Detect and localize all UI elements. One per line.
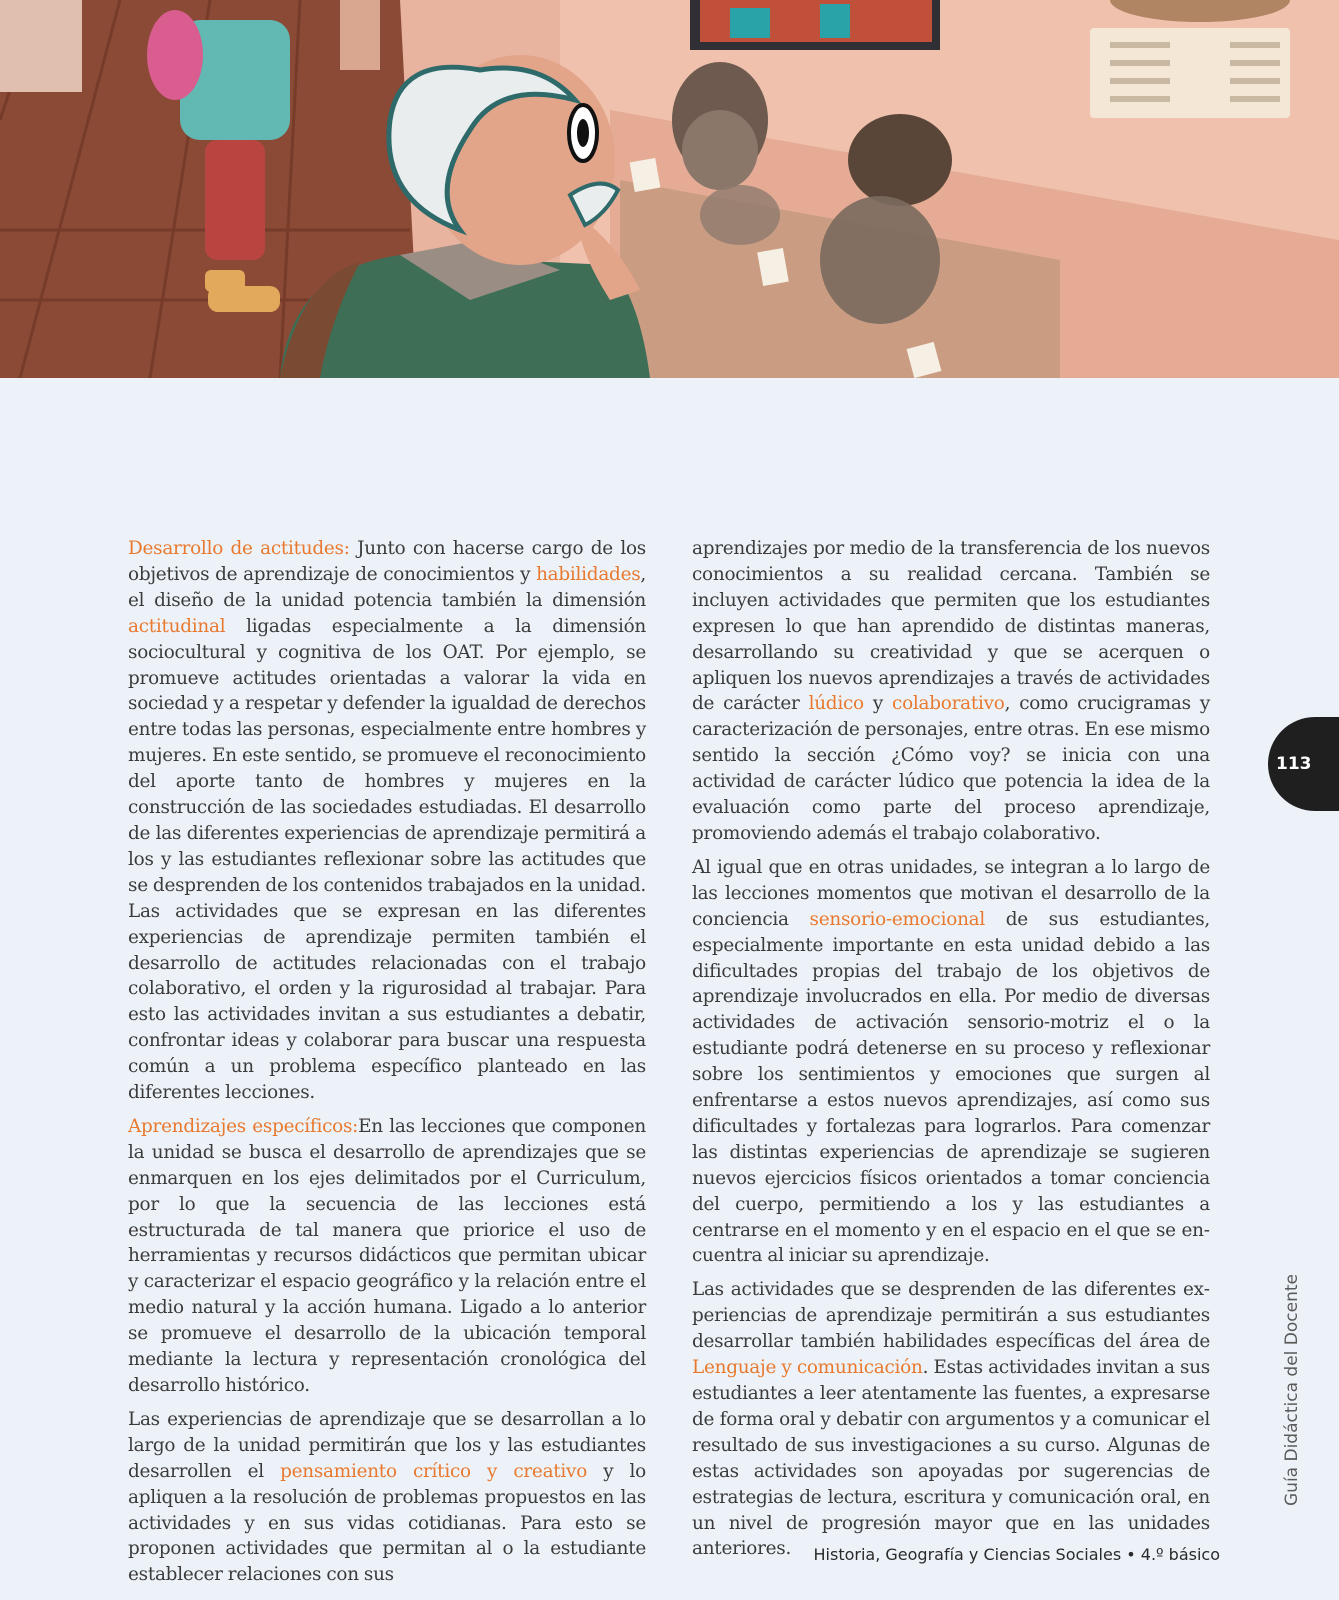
body-text: , el diseño de la unidad potencia también la dimensión <box>128 563 646 611</box>
body-text: y <box>863 693 893 715</box>
body-text: Las actividades que se desprenden de las diferentes experiencias de aprendizaje permitirán a sus estudiantes desarrollar también habilidades específicas del área de <box>692 1279 1210 1353</box>
keyword-highlight: colaborativo <box>892 693 1005 715</box>
paragraph-transferencia <box>692 536 1210 847</box>
body-text: , como crucigramas y caracterización de personajes, entre otras. En ese mismo sentido la sección ¿Cómo voy? se inicia con una actividad de carácter lúdico que potencia la idea de la evaluación como parte del proceso aprendizaje, promoviendo además el trabajo colaborativo. <box>692 693 1210 844</box>
section-heading: Aprendizajes específicos: <box>128 1115 359 1137</box>
page-number-tab <box>1268 717 1339 811</box>
paragraph-experiencias <box>128 1407 646 1588</box>
keyword-highlight: pensamiento crítico y creativo <box>280 1460 588 1482</box>
keyword-highlight: sensorio-emocional <box>809 908 986 930</box>
left-column <box>128 536 646 1596</box>
paragraph-desarrollo-actitudes <box>128 536 646 1106</box>
paragraph-aprendizajes-especificos <box>128 1114 646 1399</box>
body-text: Al igual que en otras unidades, se integran a lo largo de las lecciones momentos que motivan el desarrollo de la conciencia <box>692 856 1210 930</box>
body-text: de sus estudiantes, especialmente importante en esta unidad debido a las dificultades propias del trabajo de los objetivos de aprendizaje involucrados en ella. Por medio de diversas actividades de activación sensorio-motriz el o la estudiante podrá detenerse en su proceso y reflexionar sobre los sentimientos y emociones que surgen al enfrentarse a estos nuevos aprendizajes, así como sus dificultades y fortalezas para lograrlos. Para comenzar las distintas experiencias de aprendizaje se sugieren nuevos ejercicios físicos orientados a tomar conciencia del cuerpo, permitiendo a los y las estudiantes a centrarse en el momento y en el espacio en el que se encuentra al iniciar su aprendizaje. <box>692 908 1210 1267</box>
right-column <box>692 536 1210 1570</box>
header-illustration <box>0 0 1339 378</box>
body-text: ligadas especialmente a la dimensión sociocultural y cognitiva de los OAT. Por ejemplo, se promueve actitudes orientadas a valorar la vida en sociedad y a respetar y defender la igualdad de derechos entre todas las personas, especialmente entre hombres y mujeres. En este sentido, se promueve el reconocimiento del aporte tanto de hombres y mujeres en la construcción de las sociedades estudiadas. El desarrollo de las diferentes experiencias de aprendizaje permitirá a los y las estudiantes reflexionar sobre las actitudes que se desprenden de los contenidos trabajados en la unidad. Las actividades que se expresan en las diferentes experiencias de aprendizaje permiten también el desarrollo de actitudes relacionadas con el trabajo colaborativo, el orden y la rigurosidad al trabajar. Para esto las actividades invitan a sus estudiantes a debatir, confrontar ideas y colaborar para buscar una respuesta común a un problema específico planteado en las diferentes lecciones. <box>128 615 646 1104</box>
side-title: Guía Didáctica del Docente <box>1282 1274 1302 1506</box>
body-text: En las lecciones que componen la unidad se busca el desarrollo de aprendizajes que se enmarquen en los ejes delimitados por el Curriculum, por lo que la secuencia de las lecciones está estructurada de tal manera que priorice el uso de herramientas y recursos didácticos que permitan ubicar y caracterizar el espacio geográfico y la relación entre el medio natural y la acción humana. Ligado a lo anterior se promueve el desarrollo de la ubicación temporal mediante la lectura y representación cronológica del desarrollo histórico. <box>128 1115 646 1396</box>
museum-visitors-illustration <box>0 0 1339 378</box>
keyword-highlight: lúdico <box>808 693 864 715</box>
keyword-highlight: habilidades <box>536 563 641 585</box>
page-number: 113 <box>1276 754 1312 774</box>
body-text: . Estas actividades invitan a sus estudiantes a leer atentamente las fuentes, a expresarse de forma oral y debatir con argumentos y a comunicar el resultado de sus investigaciones a su curso. Algunas de estas actividades son apoyadas por sugerencias de estrategias de lectura, escritura y comunicación oral, en un nivel de progresión mayor que en las unidades anteriores. <box>692 1357 1210 1560</box>
body-text: Junto con hacerse cargo de los objetivos de aprendizaje de conocimientos y <box>128 538 646 585</box>
paragraph-lenguaje <box>692 1277 1210 1562</box>
body-text: aprendizajes por medio de la transferencia de los nuevos conocimientos a su realidad cercana. También se incluyen actividades que permiten que los estudiantes expresen lo que han aprendido de distintas maneras, desarrollando su creatividad y que se acerquen o apliquen los nuevos aprendizajes a través de actividades de carácter <box>692 538 1210 715</box>
section-heading: Desarrollo de actitudes: <box>128 538 350 559</box>
keyword-highlight: actitudinal <box>128 615 226 637</box>
page-footer: Historia, Geografía y Ciencias Sociales • 4.º básico <box>813 1545 1220 1564</box>
body-text: y lo apliquen a la resolución de problemas propuestos en las actividades y en sus vidas cotidianas. Para esto se proponen actividades que permitan al o la estudiante establecer relaciones con sus <box>128 1460 646 1586</box>
body-text: Las experiencias de aprendizaje que se desarrollan a lo largo de la unidad permitirán que los y las estudiantes desarrollen el <box>128 1408 646 1482</box>
keyword-highlight: Lenguaje y comunicación <box>692 1357 923 1379</box>
paragraph-sensorio-emocional <box>692 855 1210 1270</box>
